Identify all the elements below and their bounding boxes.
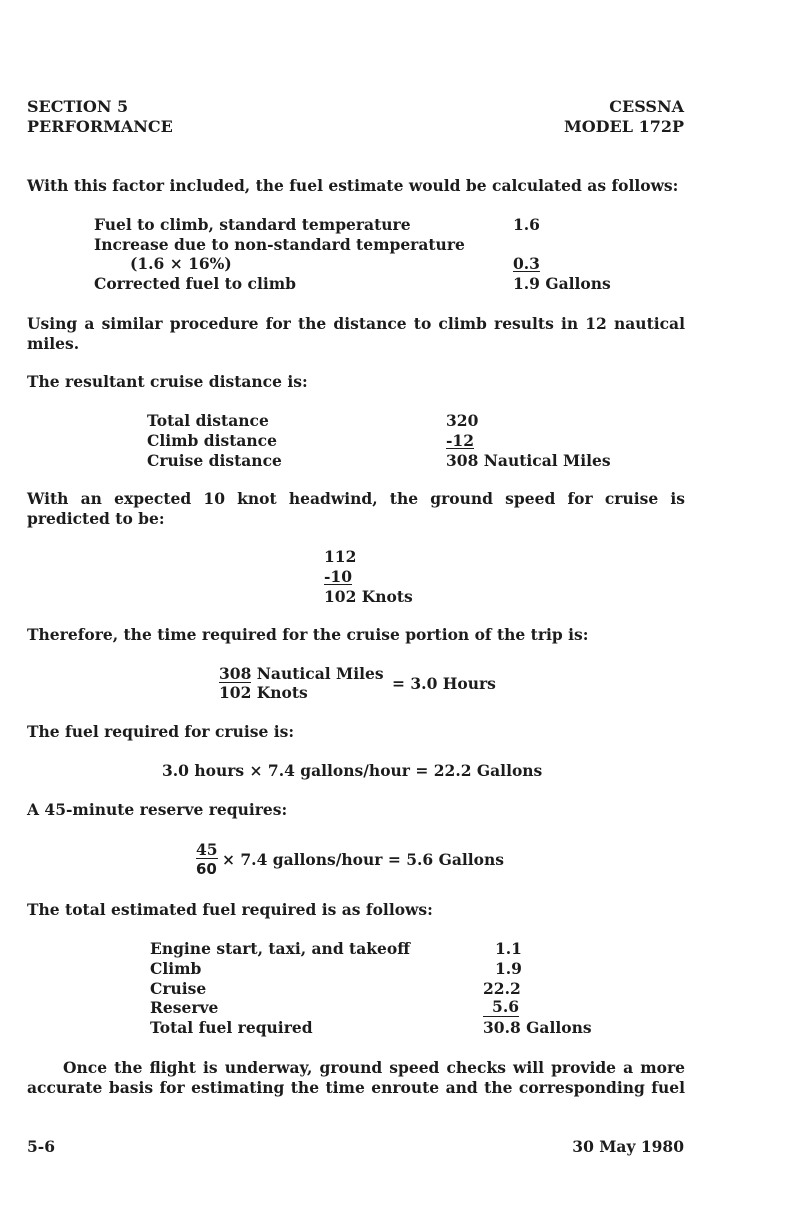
fuel-row-label: Cruise bbox=[150, 979, 207, 998]
revision-date: 30 May 1980 bbox=[572, 1137, 684, 1156]
airspeed-value: 112 bbox=[324, 547, 357, 566]
intro-paragraph: With this factor included, the fuel estimate would be calculated as follows: bbox=[27, 176, 679, 195]
total-distance-label: Total distance bbox=[147, 411, 269, 430]
section-title: PERFORMANCE bbox=[27, 117, 173, 136]
time-numerator-value: 308 bbox=[219, 664, 252, 683]
time-denominator bbox=[219, 683, 308, 703]
corrected-fuel-value: 1.9 bbox=[513, 274, 540, 293]
climb-fuel-value: 1.6 bbox=[513, 215, 540, 234]
fuel-row-value: 1.1 bbox=[495, 939, 522, 958]
manufacturer-label: CESSNA bbox=[609, 97, 684, 116]
total-distance-value: 320 bbox=[446, 411, 479, 430]
cruise-distance-label: Cruise distance bbox=[147, 451, 282, 470]
cruise-fuel-equation: 3.0 hours × 7.4 gallons/hour = 22.2 Gallons bbox=[162, 761, 543, 780]
closing-line1: Once the flight is underway, ground speed checks will provide a more bbox=[63, 1058, 685, 1077]
time-denominator-value: 102 bbox=[219, 683, 252, 702]
headwind-value: -10 bbox=[324, 567, 353, 586]
corrected-fuel-unit: Gallons bbox=[545, 274, 611, 293]
fuel-row-label: Reserve bbox=[150, 998, 219, 1017]
total-fuel-intro: The total estimated fuel required is as follows: bbox=[27, 900, 433, 919]
time-numerator-unit: Nautical Miles bbox=[256, 664, 384, 683]
reserve-denominator: 60 bbox=[196, 860, 217, 878]
corrected-fuel-label: Corrected fuel to climb bbox=[94, 274, 296, 293]
reserve-numerator-value: 45 bbox=[196, 840, 218, 859]
ground-speed-unit: Knots bbox=[361, 587, 413, 606]
page-number: 5-6 bbox=[27, 1137, 56, 1156]
reserve-equation: × 7.4 gallons/hour = 5.6 Gallons bbox=[222, 850, 504, 869]
temp-increase-calc: (1.6 × 16%) bbox=[130, 254, 232, 273]
climb-distance-label: Climb distance bbox=[147, 431, 277, 450]
fuel-row-value: 1.9 bbox=[495, 959, 522, 978]
fuel-row-value: 22.2 bbox=[483, 979, 521, 998]
total-fuel-result bbox=[483, 1018, 592, 1038]
cruise-distance-unit: Nautical Miles bbox=[483, 451, 611, 470]
section-label: SECTION 5 bbox=[27, 97, 129, 116]
climb-fuel-label: Fuel to climb, standard temperature bbox=[94, 215, 411, 234]
time-intro: Therefore, the time required for the cruise portion of the trip is: bbox=[27, 625, 589, 644]
total-fuel-value: 30.8 bbox=[483, 1018, 521, 1037]
model-label: MODEL 172P bbox=[564, 117, 684, 136]
cruise-distance-value: 308 bbox=[446, 451, 479, 470]
reserve-numerator bbox=[196, 840, 218, 860]
fuel-row-label: Engine start, taxi, and takeoff bbox=[150, 939, 410, 958]
reserve-intro: A 45-minute reserve requires: bbox=[27, 800, 288, 819]
climb-distance-paragraph: Using a similar procedure for the distance to climb results in 12 nautical miles. bbox=[27, 314, 685, 353]
ground-speed-total bbox=[324, 587, 413, 607]
corrected-fuel-total bbox=[513, 274, 611, 294]
headwind-line1: With an expected 10 knot headwind, the ground speed for cruise is bbox=[27, 489, 685, 508]
cruise-distance-intro: The resultant cruise distance is: bbox=[27, 372, 308, 391]
fuel-row-label: Climb bbox=[150, 959, 202, 978]
cruise-distance-total bbox=[446, 451, 611, 471]
temp-increase-value: 0.3 bbox=[513, 254, 540, 273]
climb-distance-value: -12 bbox=[446, 431, 475, 450]
fuel-row-label: Total fuel required bbox=[150, 1018, 313, 1037]
temp-increase-label: Increase due to non-standard temperature bbox=[94, 235, 465, 254]
cruise-fuel-intro: The fuel required for cruise is: bbox=[27, 722, 295, 741]
fuel-row-value: 5.6 bbox=[483, 998, 519, 1017]
total-fuel-unit: Gallons bbox=[526, 1018, 592, 1037]
headwind-line2: predicted to be: bbox=[27, 509, 165, 528]
time-denominator-unit: Knots bbox=[256, 683, 308, 702]
ground-speed-value: 102 bbox=[324, 587, 357, 606]
time-numerator bbox=[219, 664, 384, 684]
closing-line2: accurate basis for estimating the time enroute and the corresponding fuel bbox=[27, 1078, 685, 1097]
time-result: = 3.0 Hours bbox=[392, 674, 496, 693]
